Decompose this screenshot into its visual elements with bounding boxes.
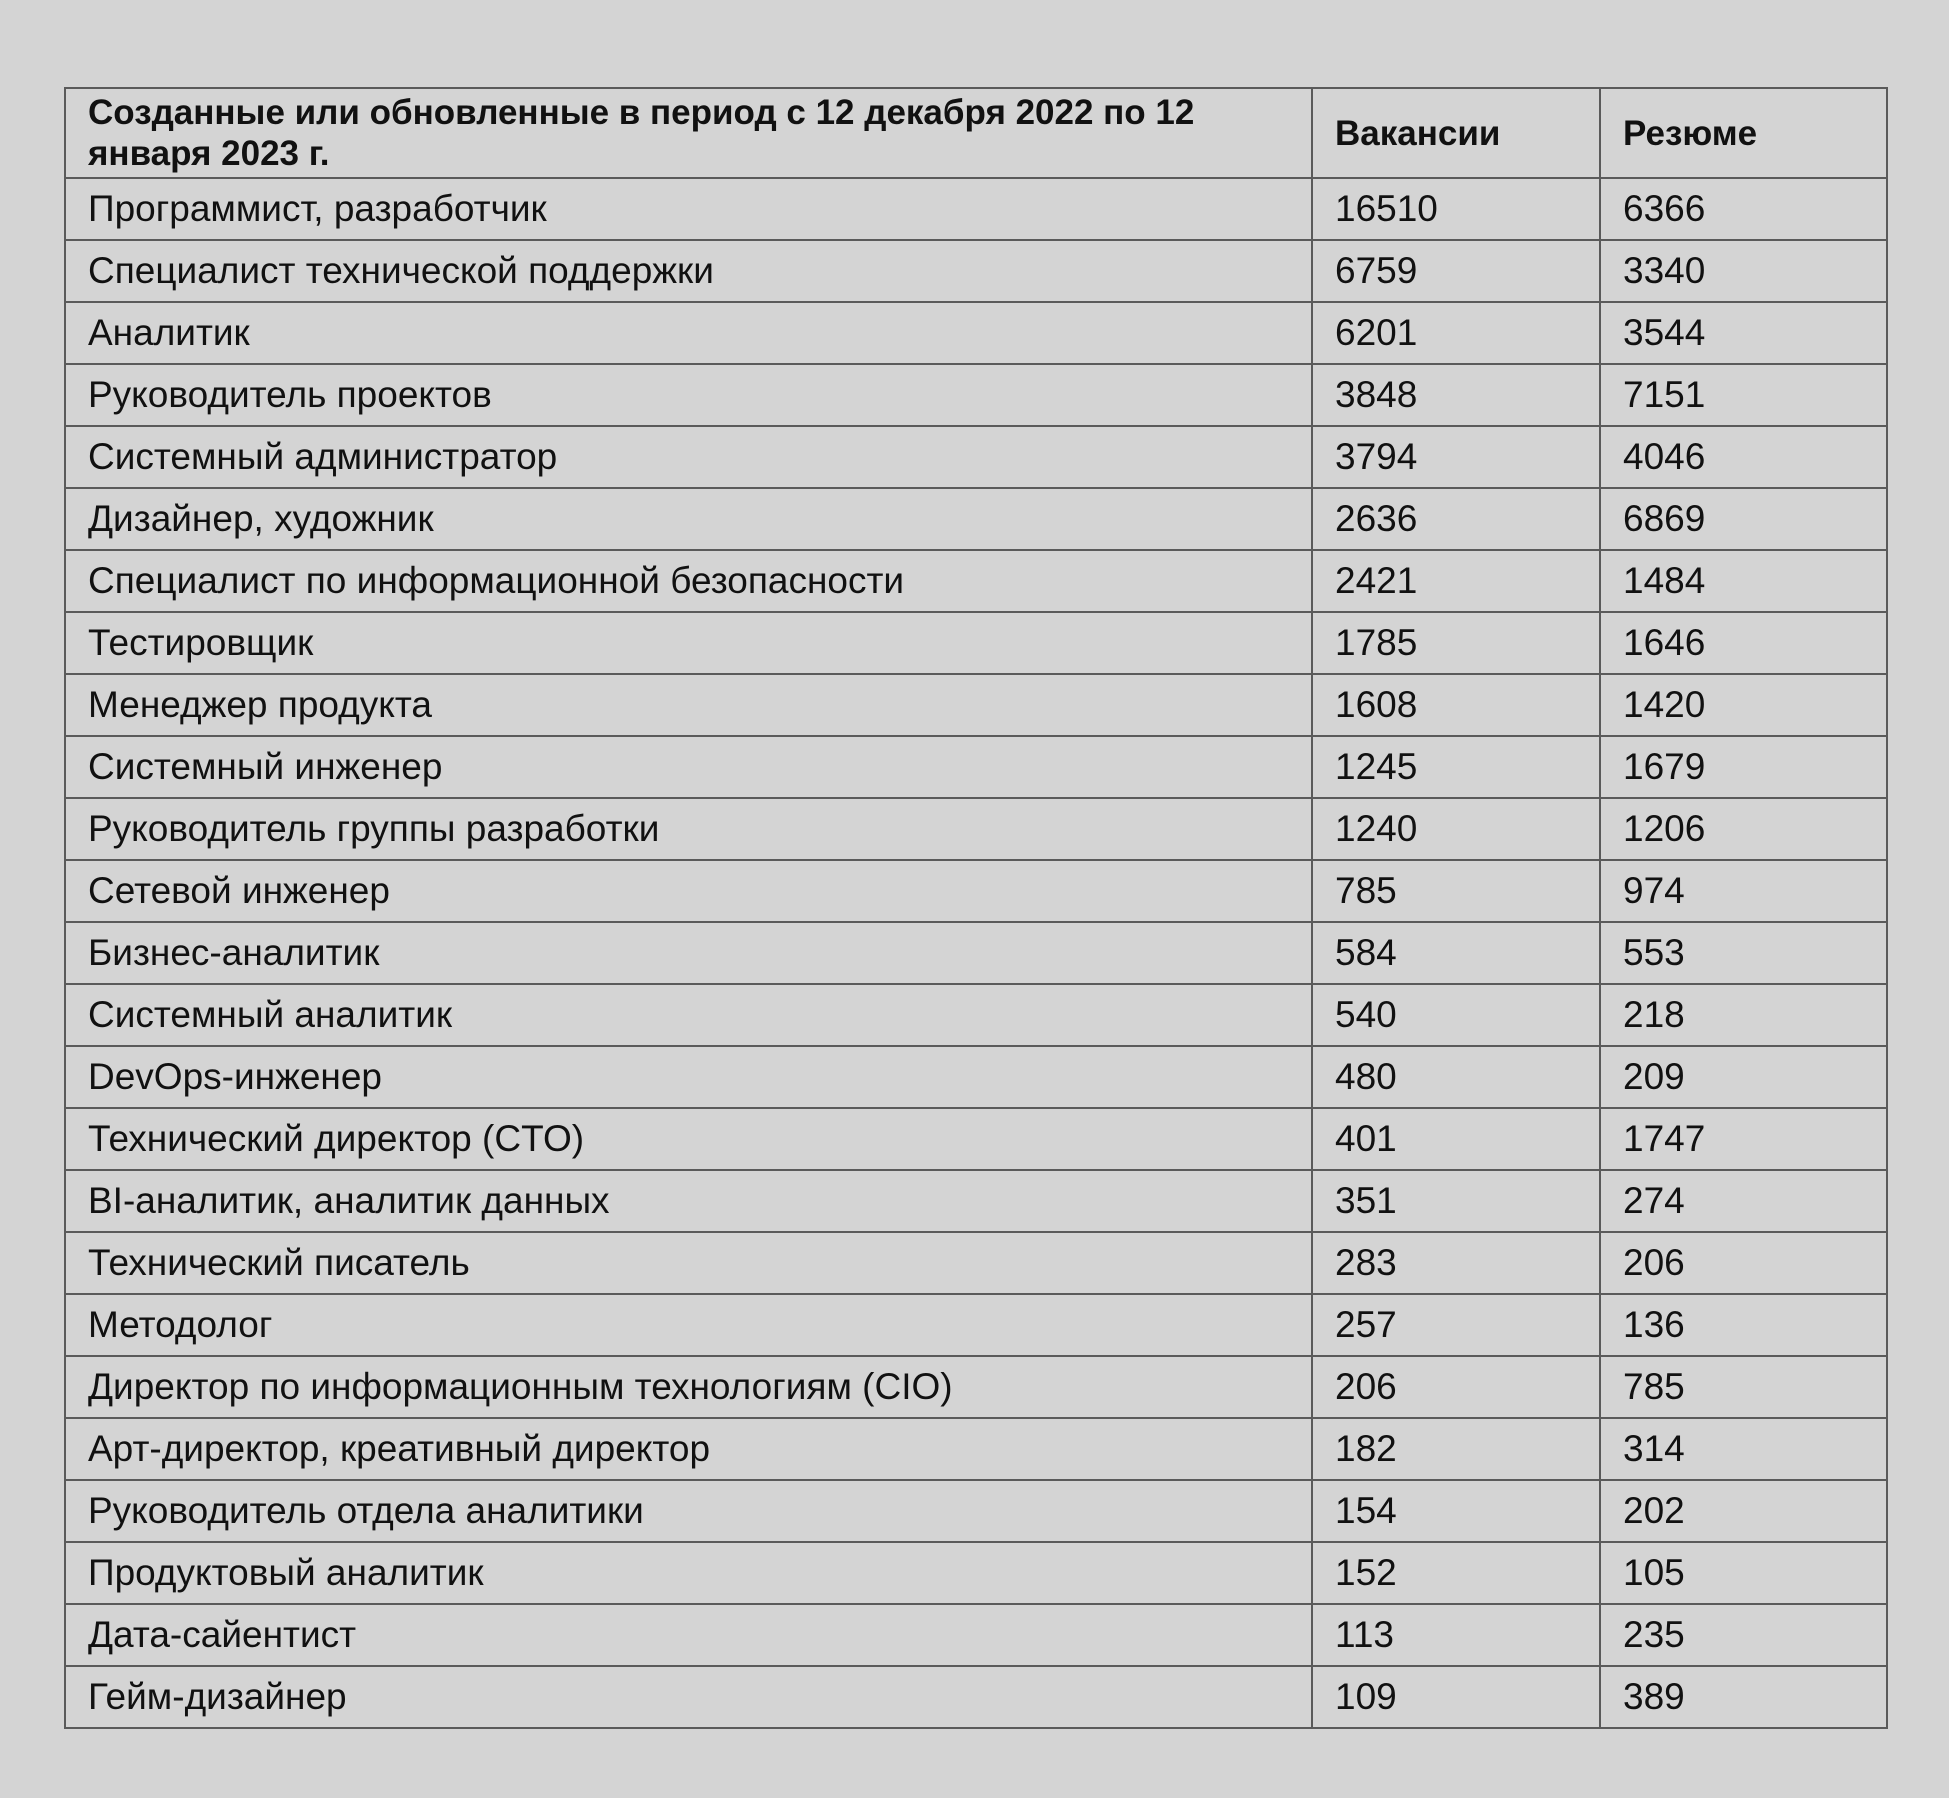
table-row [65, 1356, 1887, 1418]
cell-resumes: 1679 [1600, 736, 1887, 798]
cell-role: DevOps-инженер [65, 1046, 1312, 1108]
cell-role: Сетевой инженер [65, 860, 1312, 922]
cell-vacancies: 182 [1312, 1418, 1600, 1480]
cell-resumes: 206 [1600, 1232, 1887, 1294]
table-row [65, 1232, 1887, 1294]
cell-role: Руководитель проектов [65, 364, 1312, 426]
cell-vacancies: 3794 [1312, 426, 1600, 488]
table-row [65, 984, 1887, 1046]
cell-vacancies: 283 [1312, 1232, 1600, 1294]
cell-resumes: 389 [1600, 1666, 1887, 1728]
cell-role: Продуктовый аналитик [65, 1542, 1312, 1604]
cell-role: Дата-сайентист [65, 1604, 1312, 1666]
cell-vacancies: 1240 [1312, 798, 1600, 860]
header-resumes: Резюме [1600, 88, 1887, 178]
cell-role: Системный инженер [65, 736, 1312, 798]
cell-resumes: 785 [1600, 1356, 1887, 1418]
cell-role: Менеджер продукта [65, 674, 1312, 736]
cell-vacancies: 2421 [1312, 550, 1600, 612]
table-row [65, 364, 1887, 426]
table-row [65, 1294, 1887, 1356]
cell-vacancies: 3848 [1312, 364, 1600, 426]
cell-vacancies: 401 [1312, 1108, 1600, 1170]
table-row [65, 1046, 1887, 1108]
cell-role: Гейм-дизайнер [65, 1666, 1312, 1728]
cell-resumes: 218 [1600, 984, 1887, 1046]
cell-resumes: 314 [1600, 1418, 1887, 1480]
table-row [65, 1418, 1887, 1480]
cell-resumes: 235 [1600, 1604, 1887, 1666]
it-jobs-table [64, 87, 1888, 1729]
table-row [65, 798, 1887, 860]
cell-resumes: 6869 [1600, 488, 1887, 550]
cell-vacancies: 6759 [1312, 240, 1600, 302]
cell-vacancies: 480 [1312, 1046, 1600, 1108]
cell-vacancies: 2636 [1312, 488, 1600, 550]
cell-vacancies: 257 [1312, 1294, 1600, 1356]
cell-role: BI-аналитик, аналитик данных [65, 1170, 1312, 1232]
it-jobs-table-container [64, 87, 1886, 1729]
table-row [65, 1170, 1887, 1232]
cell-role: Методолог [65, 1294, 1312, 1356]
cell-resumes: 1747 [1600, 1108, 1887, 1170]
cell-role: Руководитель группы разработки [65, 798, 1312, 860]
table-row [65, 488, 1887, 550]
cell-resumes: 4046 [1600, 426, 1887, 488]
cell-vacancies: 1785 [1312, 612, 1600, 674]
cell-resumes: 1420 [1600, 674, 1887, 736]
cell-role: Системный аналитик [65, 984, 1312, 1046]
table-header-row [65, 88, 1887, 178]
table-row [65, 550, 1887, 612]
cell-role: Дизайнер, художник [65, 488, 1312, 550]
table-row [65, 1604, 1887, 1666]
table-row [65, 674, 1887, 736]
cell-resumes: 136 [1600, 1294, 1887, 1356]
cell-role: Программист, разработчик [65, 178, 1312, 240]
cell-vacancies: 154 [1312, 1480, 1600, 1542]
cell-resumes: 7151 [1600, 364, 1887, 426]
cell-resumes: 6366 [1600, 178, 1887, 240]
cell-vacancies: 785 [1312, 860, 1600, 922]
cell-resumes: 1206 [1600, 798, 1887, 860]
cell-vacancies: 113 [1312, 1604, 1600, 1666]
table-row [65, 612, 1887, 674]
header-period: Созданные или обновленные в период с 12 декабря 2022 по 12 января 2023 г. [65, 88, 1312, 178]
cell-resumes: 1646 [1600, 612, 1887, 674]
cell-role: Руководитель отдела аналитики [65, 1480, 1312, 1542]
table-row [65, 922, 1887, 984]
cell-vacancies: 584 [1312, 922, 1600, 984]
table-row [65, 1542, 1887, 1604]
cell-resumes: 3340 [1600, 240, 1887, 302]
table-row [65, 302, 1887, 364]
cell-resumes: 3544 [1600, 302, 1887, 364]
table-row [65, 736, 1887, 798]
cell-role: Бизнес-аналитик [65, 922, 1312, 984]
cell-vacancies: 540 [1312, 984, 1600, 1046]
cell-vacancies: 6201 [1312, 302, 1600, 364]
cell-vacancies: 152 [1312, 1542, 1600, 1604]
cell-vacancies: 16510 [1312, 178, 1600, 240]
table-row [65, 1480, 1887, 1542]
cell-resumes: 553 [1600, 922, 1887, 984]
table-row [65, 860, 1887, 922]
cell-vacancies: 109 [1312, 1666, 1600, 1728]
cell-role: Специалист по информационной безопасности [65, 550, 1312, 612]
cell-vacancies: 351 [1312, 1170, 1600, 1232]
cell-vacancies: 1608 [1312, 674, 1600, 736]
table-row [65, 426, 1887, 488]
cell-role: Системный администратор [65, 426, 1312, 488]
cell-vacancies: 1245 [1312, 736, 1600, 798]
cell-resumes: 105 [1600, 1542, 1887, 1604]
table-row [65, 178, 1887, 240]
cell-resumes: 1484 [1600, 550, 1887, 612]
cell-role: Технический директор (CTO) [65, 1108, 1312, 1170]
cell-role: Тестировщик [65, 612, 1312, 674]
table-row [65, 1108, 1887, 1170]
cell-role: Технический писатель [65, 1232, 1312, 1294]
cell-role: Специалист технической поддержки [65, 240, 1312, 302]
table-row [65, 1666, 1887, 1728]
table-row [65, 240, 1887, 302]
header-vacancies: Вакансии [1312, 88, 1600, 178]
cell-resumes: 202 [1600, 1480, 1887, 1542]
cell-resumes: 274 [1600, 1170, 1887, 1232]
cell-resumes: 974 [1600, 860, 1887, 922]
cell-resumes: 209 [1600, 1046, 1887, 1108]
cell-role: Арт-директор, креативный директор [65, 1418, 1312, 1480]
table-body [65, 178, 1887, 1728]
cell-role: Директор по информационным технологиям (CIO) [65, 1356, 1312, 1418]
cell-vacancies: 206 [1312, 1356, 1600, 1418]
cell-role: Аналитик [65, 302, 1312, 364]
